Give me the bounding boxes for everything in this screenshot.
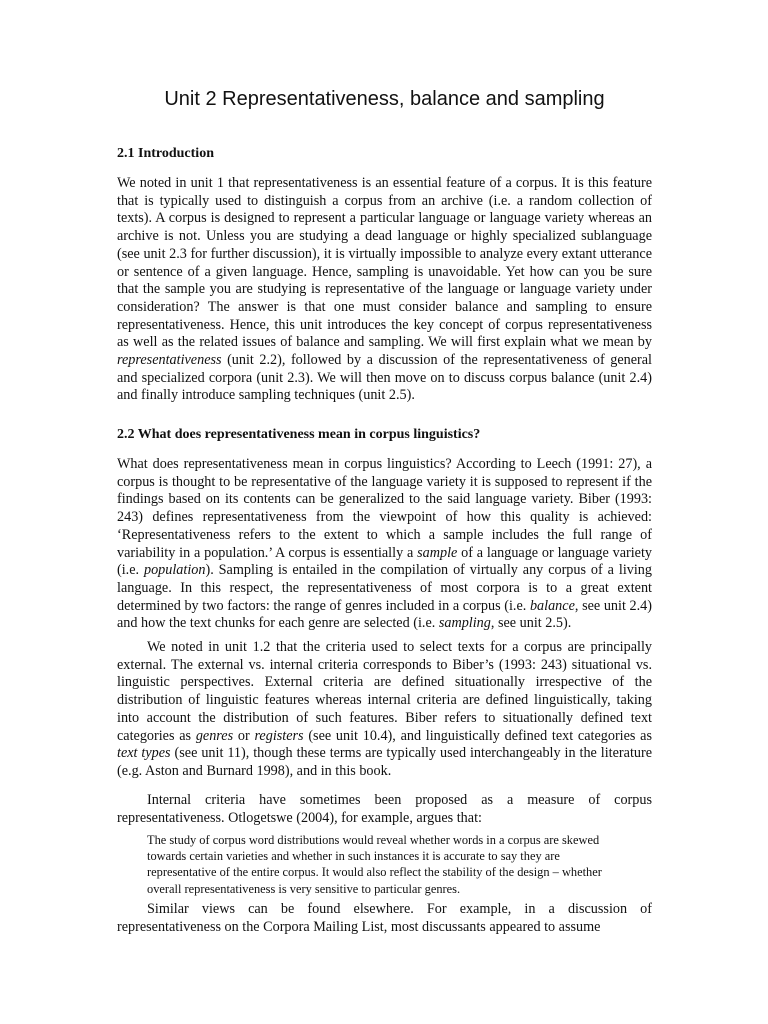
section-heading-introduction: 2.1 Introduction bbox=[117, 146, 214, 161]
representativeness-paragraph-2: We noted in unit 1.2 that the criteria used to select texts for a corpus are principally external. The external vs. internal criteria corresponds to Biber’s (1993: 243) situational vs. linguistic perspectives. External criteria are defined situationally irrespective of the distribution of linguistic features whereas internal criteria are defined linguistically, taking into account the distribution of such features. Biber refers to situationally defined text categories as genres or registers (see unit 10.4), and linguistically defined text categories as text types (see unit 11), though these terms are typically used interchangeably in the literature (e.g. Aston and Burnard 1998), and in this book. bbox=[117, 639, 652, 779]
introduction-paragraph: We noted in unit 1 that representativeness is an essential feature of a corpus. It is this feature that is typically used to distinguish a corpus from an archive (i.e. a random collection of texts). A corpus is designed to represent a particular language or language variety whereas an archive is not. Unless you are studying a dead language or highly specialized sublanguage (see unit 2.3 for further discussion), it is virtually impossible to analyze every extant utterance or sentence of a given language. Hence, sampling is unavoidable. Yet how can you be sure that the sample you are studying is representative of the language or language variety under consideration? The answer is that one must consider balance and sampling to ensure representativeness. Hence, this unit introduces the key concept of corpus representativeness as well as the related issues of balance and sampling. We will first explain what we mean by representativeness (unit 2.2), followed by a discussion of the representativeness of general and specialized corpora (unit 2.3). We will then move on to discuss corpus balance (unit 2.4) and finally introduce sampling techniques (unit 2.5). bbox=[117, 175, 652, 404]
representativeness-paragraph-4: Similar views can be found elsewhere. For example, in a discussion of representativeness on the Corpora Mailing List, most discussants appeared to assume bbox=[117, 901, 652, 935]
block-quote: The study of corpus word distributions would reveal whether words in a corpus are skewed towards certain varieties and whether in such instances it is accurate to say they are representative of the entire corpus. It would also reflect the stability of the design – whether overall representativeness is very sensitive to particular genres. bbox=[147, 833, 602, 896]
unit-title: Unit 2 Representativeness, balance and sampling bbox=[164, 88, 605, 110]
section-heading-representativeness: 2.2 What does representativeness mean in corpus linguistics? bbox=[117, 427, 481, 442]
representativeness-paragraph-3: Internal criteria have sometimes been proposed as a measure of corpus representativeness. Otlogetswe (2004), for example, argues that: bbox=[117, 792, 652, 826]
representativeness-paragraph-1: What does representativeness mean in corpus linguistics? According to Leech (1991: 27), a corpus is thought to be representative of the language variety it is supposed to represent if the findings based on its contents can be generalized to the said language variety. Biber (1993: 243) defines representativeness from the viewpoint of how this quality is achieved: ‘Representativeness refers to the extent to which a sample includes the full range of variability in a population.’ A corpus is essentially a sample of a language or language variety (i.e. population). Sampling is entailed in the compilation of virtually any corpus of a living language. In this respect, the representativeness of most corpora is to a great extent determined by two factors: the range of genres included in a corpus (i.e. balance, see unit 2.4) and how the text chunks for each genre are selected (i.e. sampling, see unit 2.5). bbox=[117, 456, 652, 632]
